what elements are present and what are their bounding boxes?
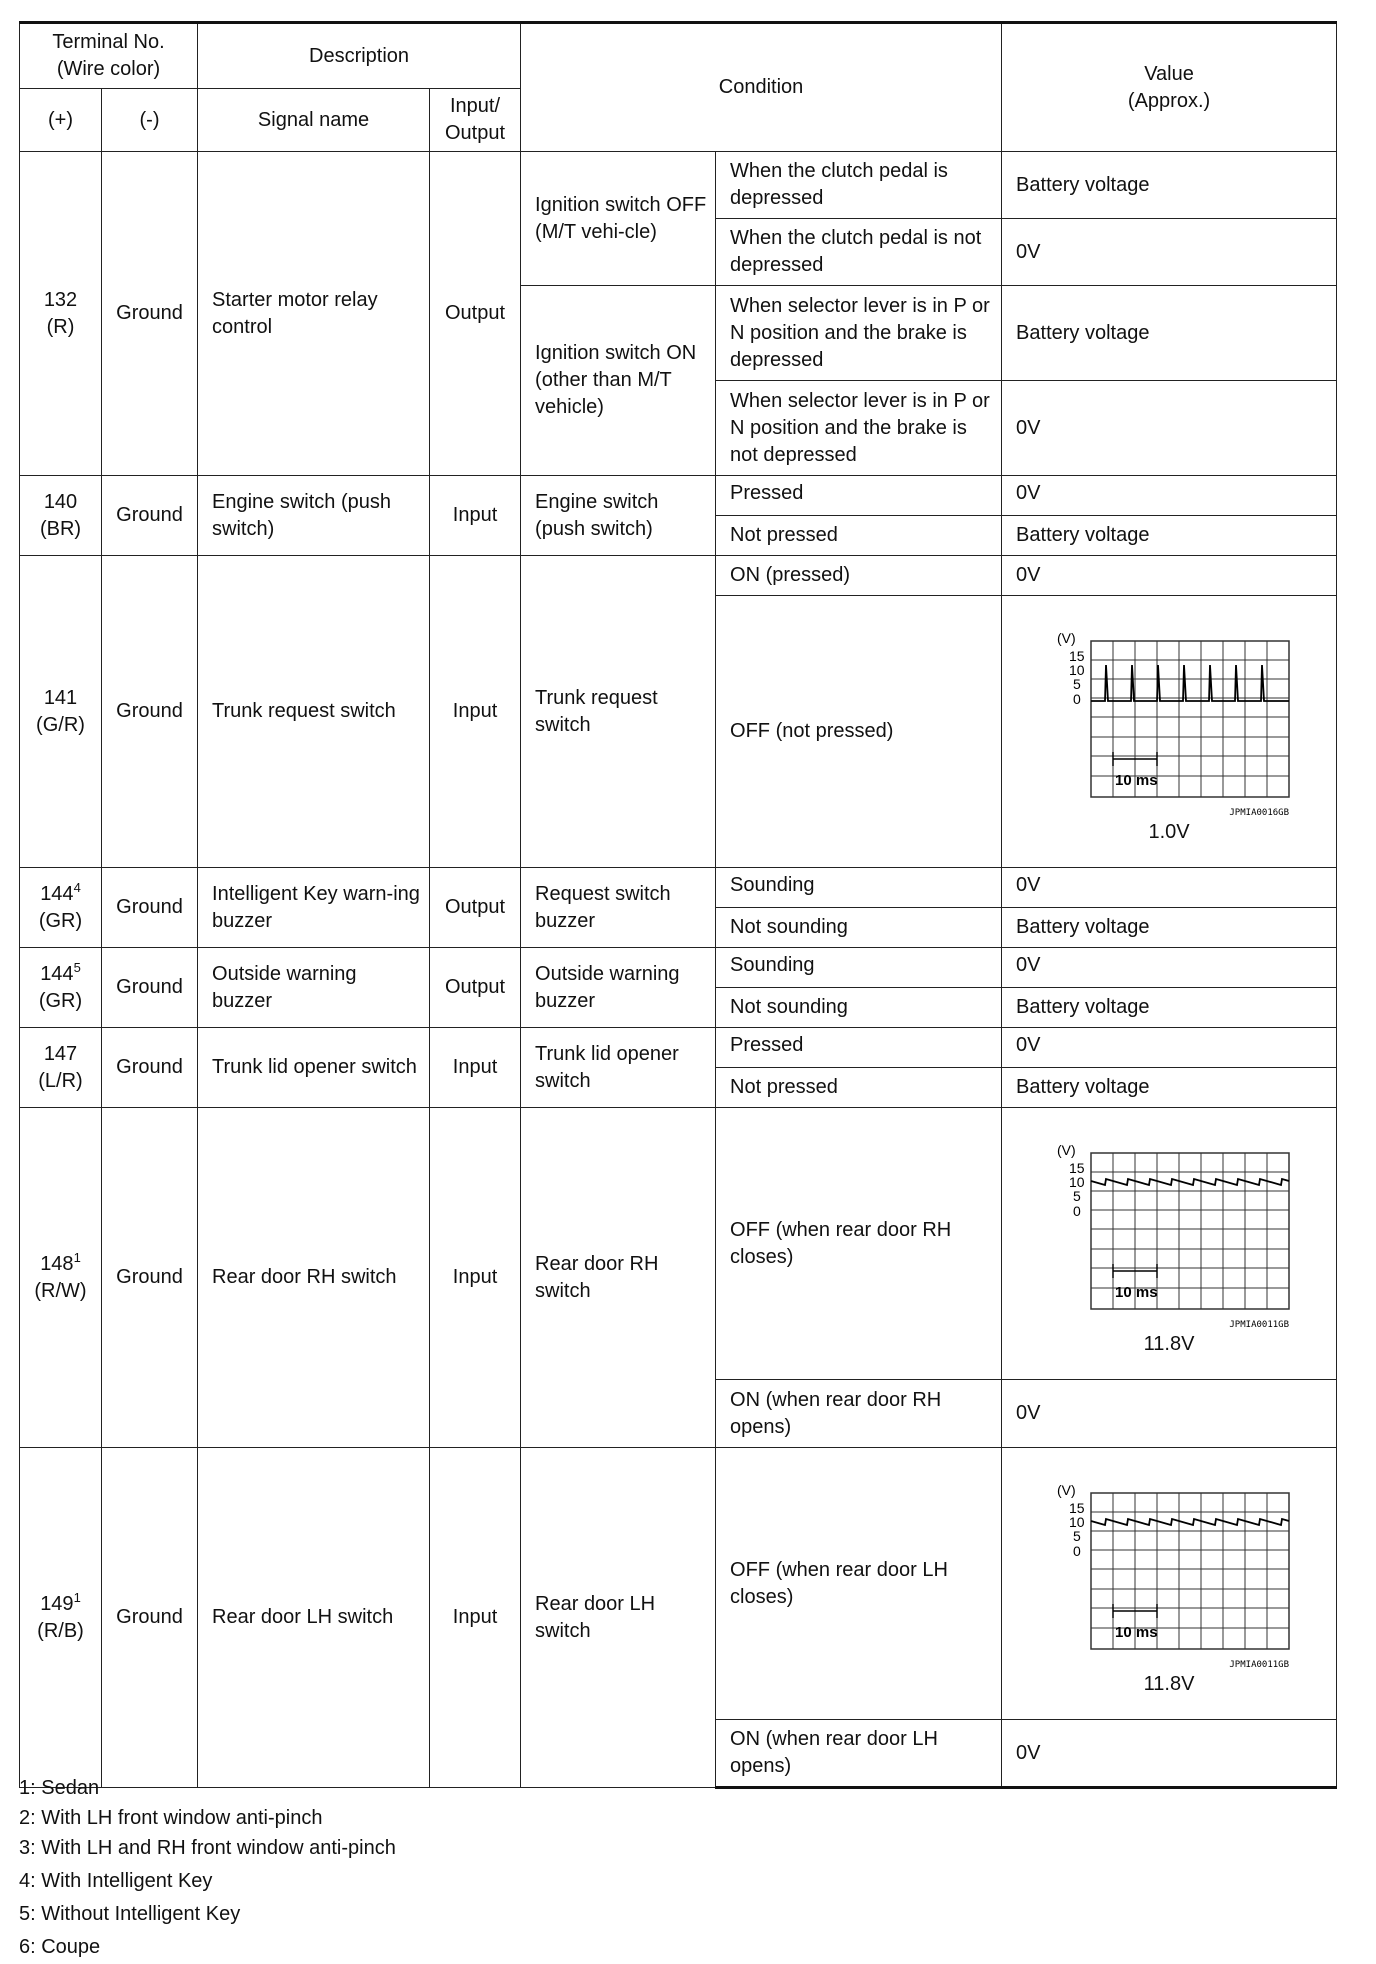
io-cell: Input	[430, 476, 521, 556]
waveform-sawtooth-chart	[1039, 1131, 1299, 1331]
terminal-number: 132	[43, 288, 78, 311]
footnote-ref: 1	[73, 1589, 81, 1605]
terminal-table	[19, 21, 1337, 1789]
terminal-no-header	[20, 23, 198, 89]
ground-cell: Ground	[102, 1028, 198, 1108]
table-row	[20, 476, 1337, 516]
io-cell: Output	[430, 948, 521, 1028]
sub-condition-cell: ON (when rear door RH opens)	[716, 1380, 1002, 1448]
footnote: 5: Without Intelligent Key	[19, 1903, 241, 1925]
plus-header: (+)	[20, 89, 102, 152]
figure-code: JPMIA0016GB	[1229, 808, 1290, 818]
sub-condition-cell: Not sounding	[716, 908, 1002, 948]
footnote: 3: With LH and RH front window anti-pinch	[19, 1837, 396, 1859]
waveform-value: 11.8V	[1143, 1673, 1195, 1695]
value-label: Value	[1144, 62, 1194, 85]
terminal-number: 144	[40, 882, 74, 905]
waveform-trace	[1091, 1519, 1289, 1525]
io-label-2: Output	[445, 122, 506, 144]
sub-condition-cell: When the clutch pedal is not depressed	[716, 219, 1002, 286]
waveform-value-cell	[1002, 1448, 1337, 1720]
waveform-tick-label: 15	[1069, 648, 1085, 664]
terminal-number: 144	[40, 962, 74, 985]
wire-color: (L/R)	[38, 1069, 83, 1092]
terminal-cell	[20, 948, 102, 1028]
wire-color: (R/B)	[37, 1619, 84, 1642]
signal-name-cell: Outside warning buzzer	[198, 948, 430, 1028]
terminal-cell	[20, 868, 102, 948]
waveform-tick-label: 5	[1073, 1188, 1081, 1204]
waveform-tick-label: 15	[1069, 1500, 1085, 1516]
sub-condition-cell: Not pressed	[716, 516, 1002, 556]
value-cell: Battery voltage	[1002, 516, 1337, 556]
sub-condition-cell: When the clutch pedal is depressed	[716, 152, 1002, 219]
footnote: 2: With LH front window anti-pinch	[19, 1807, 323, 1829]
waveform-value-cell	[1002, 1108, 1337, 1380]
condition-cell: Ignition switch ON (other than M/T vehicle)	[521, 286, 716, 476]
sub-condition-cell: OFF (not pressed)	[716, 596, 1002, 868]
waveform-sawtooth-chart	[1039, 1471, 1299, 1671]
signal-name-cell: Intelligent Key warn-ing buzzer	[198, 868, 430, 948]
footnote: 1: Sedan	[19, 1777, 100, 1799]
sub-condition-cell: Pressed	[716, 476, 1002, 516]
wire-color: (GR)	[38, 909, 83, 932]
wire-color: (G/R)	[36, 713, 85, 736]
sub-condition-cell: When selector lever is in P or N position and the brake is not depressed	[716, 381, 1002, 476]
io-cell: Input	[430, 556, 521, 868]
value-cell: Battery voltage	[1002, 152, 1337, 219]
waveform-unit-label: (V)	[1057, 630, 1076, 646]
wire-color-label: (Wire color)	[56, 58, 161, 80]
waveform-tick-label: 5	[1073, 676, 1081, 692]
value-cell: 0V	[1002, 381, 1337, 476]
sub-condition-cell: Sounding	[716, 868, 1002, 908]
sub-condition-cell: OFF (when rear door LH closes)	[716, 1448, 1002, 1720]
signal-name-cell: Rear door RH switch	[198, 1108, 430, 1448]
signal-name-cell: Trunk request switch	[198, 556, 430, 868]
ground-cell: Ground	[102, 476, 198, 556]
condition-cell: Rear door RH switch	[521, 1108, 716, 1448]
io-cell: Output	[430, 152, 521, 476]
footnote: 6: Coupe	[19, 1936, 101, 1958]
waveform-trace	[1091, 1179, 1289, 1185]
sub-condition-cell: Pressed	[716, 1028, 1002, 1068]
table-row	[20, 152, 1337, 219]
table-row	[20, 948, 1337, 988]
condition-cell: Request switch buzzer	[521, 868, 716, 948]
sub-condition-cell: Not pressed	[716, 1068, 1002, 1108]
sub-condition-cell: ON (when rear door LH opens)	[716, 1720, 1002, 1788]
waveform-value: 11.8V	[1143, 1333, 1195, 1355]
header-row	[20, 23, 1337, 89]
value-cell: 0V	[1002, 948, 1337, 988]
condition-cell: Trunk request switch	[521, 556, 716, 868]
waveform-tick-label: 10	[1069, 1514, 1085, 1530]
condition-cell: Engine switch (push switch)	[521, 476, 716, 556]
value-cell: Battery voltage	[1002, 1068, 1337, 1108]
time-scale-label: 10 ms	[1115, 772, 1158, 789]
value-cell: 0V	[1002, 476, 1337, 516]
ground-cell: Ground	[102, 152, 198, 476]
signal-name-cell: Trunk lid opener switch	[198, 1028, 430, 1108]
value-cell: 0V	[1002, 1380, 1337, 1448]
condition-cell: Outside warning buzzer	[521, 948, 716, 1028]
waveform-tick-label: 10	[1069, 1174, 1085, 1190]
sub-condition-cell: Not sounding	[716, 988, 1002, 1028]
signal-name-cell: Starter motor relay control	[198, 152, 430, 476]
waveform-pulse-chart	[1039, 619, 1299, 819]
terminal-cell	[20, 556, 102, 868]
waveform-tick-label: 0	[1073, 691, 1081, 707]
ground-cell: Ground	[102, 1108, 198, 1448]
terminal-number: 141	[43, 686, 78, 709]
wire-color: (GR)	[38, 989, 83, 1012]
figure-code: JPMIA0011GB	[1229, 1320, 1290, 1330]
value-cell: 0V	[1002, 1028, 1337, 1068]
minus-header: (-)	[102, 89, 198, 152]
waveform-value-cell	[1002, 596, 1337, 868]
sub-condition-cell: ON (pressed)	[716, 556, 1002, 596]
terminal-number: 148	[40, 1252, 74, 1275]
wire-color: (R/W)	[34, 1279, 87, 1302]
condition-cell: Trunk lid opener switch	[521, 1028, 716, 1108]
io-label-1: Input/	[450, 95, 501, 117]
signal-name-cell: Rear door LH switch	[198, 1448, 430, 1788]
table-row	[20, 868, 1337, 908]
waveform-unit-label: (V)	[1057, 1142, 1076, 1158]
signal-name-label: Signal name	[257, 108, 370, 131]
terminal-number: 140	[43, 490, 78, 513]
waveform-trace	[1091, 665, 1289, 701]
footnotes	[19, 1772, 819, 1964]
io-cell: Input	[430, 1028, 521, 1108]
signal-name-header	[198, 89, 430, 152]
footnote: 4: With Intelligent Key	[19, 1870, 213, 1892]
value-cell: Battery voltage	[1002, 286, 1337, 381]
ground-cell: Ground	[102, 868, 198, 948]
sub-condition-cell: Sounding	[716, 948, 1002, 988]
waveform-tick-label: 10	[1069, 662, 1085, 678]
terminal-number: 147	[43, 1042, 78, 1065]
ground-cell: Ground	[102, 1448, 198, 1788]
wire-color: (BR)	[39, 517, 82, 540]
terminal-cell	[20, 476, 102, 556]
terminal-cell	[20, 1108, 102, 1448]
value-cell: 0V	[1002, 556, 1337, 596]
terminal-number: 149	[40, 1592, 74, 1615]
io-cell: Input	[430, 1108, 521, 1448]
time-scale-label: 10 ms	[1115, 1284, 1158, 1301]
terminal-cell	[20, 152, 102, 476]
description-header: Description	[198, 23, 521, 89]
value-cell: 0V	[1002, 219, 1337, 286]
figure-code: JPMIA0011GB	[1229, 1660, 1290, 1670]
value-cell: 0V	[1002, 1720, 1337, 1788]
approx-label: (Approx.)	[1127, 89, 1211, 112]
ground-cell: Ground	[102, 556, 198, 868]
waveform-tick-label: 5	[1073, 1528, 1081, 1544]
waveform-value: 1.0V	[1148, 821, 1190, 843]
condition-cell: Rear door LH switch	[521, 1448, 716, 1788]
condition-header: Condition	[521, 23, 1002, 152]
value-cell: Battery voltage	[1002, 908, 1337, 948]
sub-condition-cell: OFF (when rear door RH closes)	[716, 1108, 1002, 1380]
waveform-unit-label: (V)	[1057, 1482, 1076, 1498]
footnote-ref: 4	[73, 879, 81, 895]
value-header	[1002, 23, 1337, 152]
sub-condition-cell: When selector lever is in P or N position and the brake is depressed	[716, 286, 1002, 381]
waveform-tick-label: 0	[1073, 1203, 1081, 1219]
io-cell: Input	[430, 1448, 521, 1788]
terminal-cell	[20, 1448, 102, 1788]
signal-name-cell: Engine switch (push switch)	[198, 476, 430, 556]
table-row	[20, 556, 1337, 596]
io-header	[430, 89, 521, 152]
waveform-tick-label: 15	[1069, 1160, 1085, 1176]
table-row	[20, 1448, 1337, 1720]
table-row	[20, 1108, 1337, 1380]
value-cell: 0V	[1002, 868, 1337, 908]
value-cell: Battery voltage	[1002, 988, 1337, 1028]
time-scale-label: 10 ms	[1115, 1624, 1158, 1641]
waveform-tick-label: 0	[1073, 1543, 1081, 1559]
wire-color: (R)	[46, 315, 75, 338]
footnote-ref: 1	[73, 1249, 81, 1265]
condition-cell: Ignition switch OFF (M/T vehi-cle)	[521, 152, 716, 286]
io-cell: Output	[430, 868, 521, 948]
footnote-ref: 5	[73, 959, 81, 975]
ground-cell: Ground	[102, 948, 198, 1028]
terminal-no-label: Terminal No.	[52, 31, 165, 53]
terminal-cell	[20, 1028, 102, 1108]
table-row	[20, 1028, 1337, 1068]
